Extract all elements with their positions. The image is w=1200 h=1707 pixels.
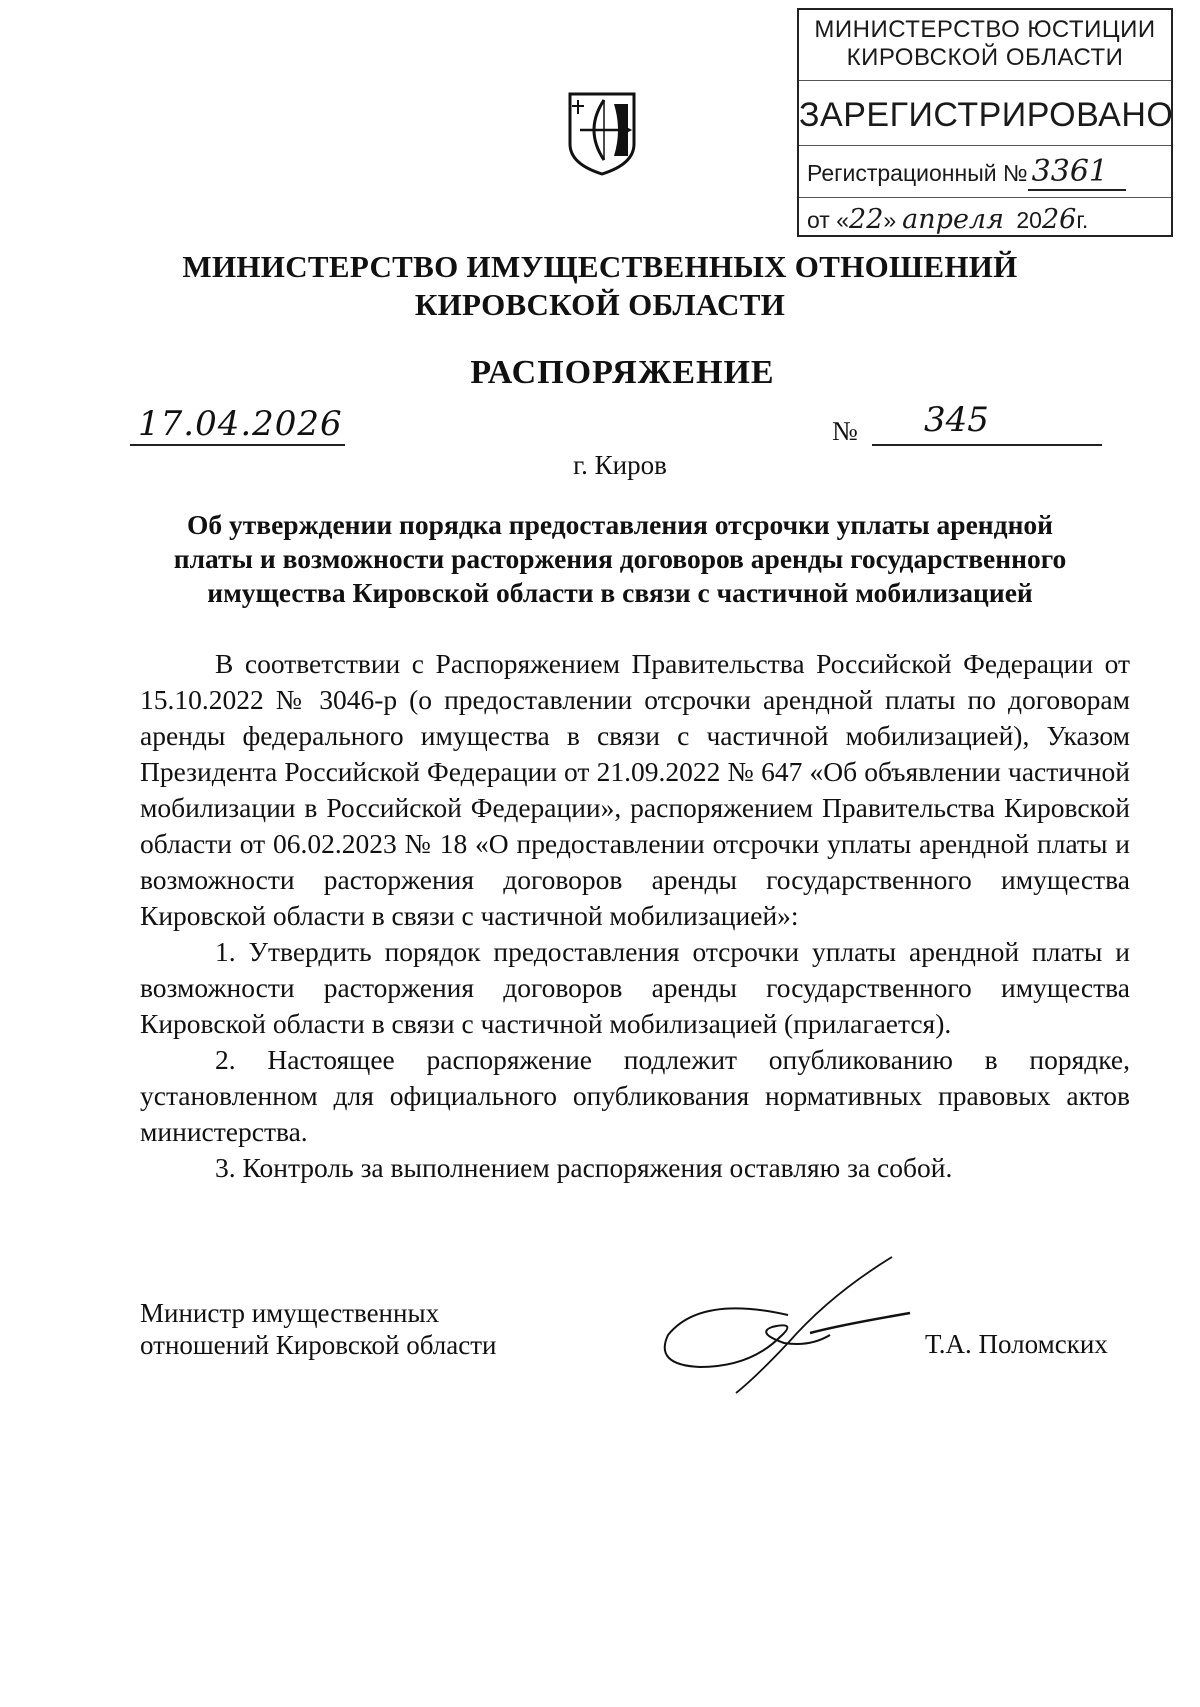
body-item-1: 1. Утвердить порядок предоставления отсрочки уплаты арендной платы и возможности расторжения договоров аренды государственного имущества Кировской области в связи с частичной мобилизацией (прилагается). bbox=[140, 936, 1130, 1039]
stamp-date-row bbox=[807, 204, 1088, 235]
stamp-divider bbox=[799, 80, 1171, 81]
signer-position bbox=[140, 1297, 497, 1361]
stamp-ministry-line2: КИРОВСКОЙ ОБЛАСТИ bbox=[846, 44, 1124, 71]
stamp-reg-number-row bbox=[807, 154, 1126, 189]
subject-line2: платы и возможности расторжения договоров аренды государственного bbox=[173, 543, 1067, 574]
stamp-date-year: 26 bbox=[1041, 204, 1077, 235]
document-body bbox=[140, 646, 1130, 1186]
body-item-3: 3. Контроль за выполнением распоряжения оставляю за собой. bbox=[215, 1152, 953, 1183]
body-preamble: В соответствии с Распоряжением Правительства Российской Федерации от 15.10.2022 № 3046-р (о предоставлении отсрочки арендной платы по договорам аренды федерального имущества в связи с частичной мобилизацией), Указом Президента Российской Федерации от 21.09.2022 № 647 «Об объявлении частичной мобилизации в Российской Федерации», распоряжением Правительства Кировской области от 06.02.2023 № 18 «О предоставлении отсрочки уплаты арендной платы и возможности расторжения договоров аренды государственного имущества Кировской области в связи с частичной мобилизацией»: bbox=[140, 648, 1130, 931]
stamp-reg-label: Регистрационный № bbox=[807, 160, 1028, 186]
ministry-heading-line1: МИНИСТЕРСТВО ИМУЩЕСТВЕННЫХ ОТНОШЕНИЙ bbox=[182, 249, 1018, 284]
subject-line3: имущества Кировской области в связи с частичной мобилизацией bbox=[207, 577, 1033, 608]
stamp-ministry-line1: МИНИСТЕРСТВО ЮСТИЦИИ bbox=[814, 16, 1156, 43]
stamp-reg-number: 3361 bbox=[1028, 154, 1126, 191]
signer-name: Т.А. Поломских bbox=[925, 1329, 1108, 1359]
stamp-date-prefix: от « bbox=[807, 207, 850, 233]
registration-stamp bbox=[797, 8, 1173, 237]
ministry-heading bbox=[0, 248, 1200, 324]
body-item-2: 2. Настоящее распоряжение подлежит опубликованию в порядке, установленном для официального опубликования нормативных правовых актов министерства. bbox=[140, 1044, 1130, 1147]
stamp-registered: ЗАРЕГИСТРИРОВАНО bbox=[799, 96, 1174, 134]
signer-position-line1: Министр имущественных bbox=[140, 1298, 440, 1328]
document-type: РАСПОРЯЖЕНИЕ bbox=[470, 354, 775, 391]
stamp-date-suffix: г. bbox=[1076, 207, 1089, 233]
stamp-date-mid: » bbox=[883, 207, 897, 233]
stamp-divider bbox=[799, 197, 1171, 198]
document-subject bbox=[130, 508, 1110, 610]
document-number: 345 bbox=[924, 400, 989, 440]
document-date-field bbox=[130, 404, 345, 446]
signer-position-line2: отношений Кировской области bbox=[140, 1330, 497, 1360]
stamp-ministry bbox=[799, 16, 1171, 72]
stamp-date-day: 22 bbox=[849, 204, 884, 235]
document-date: 17.04.2026 bbox=[138, 404, 343, 444]
coat-of-arms-icon bbox=[566, 90, 638, 178]
document-city: г. Киров bbox=[573, 450, 667, 480]
subject-line1: Об утверждении порядка предоставления отсрочки уплаты арендной bbox=[186, 509, 1054, 540]
handwritten-signature-icon bbox=[660, 1255, 930, 1395]
document-number-label: № bbox=[832, 416, 858, 446]
stamp-date-year-prefix: 20 bbox=[1016, 207, 1042, 233]
document-number-field bbox=[872, 400, 1102, 446]
stamp-divider bbox=[799, 145, 1171, 146]
ministry-heading-line2: КИРОВСКОЙ ОБЛАСТИ bbox=[414, 287, 786, 322]
stamp-date-month: апреля bbox=[896, 204, 1010, 237]
